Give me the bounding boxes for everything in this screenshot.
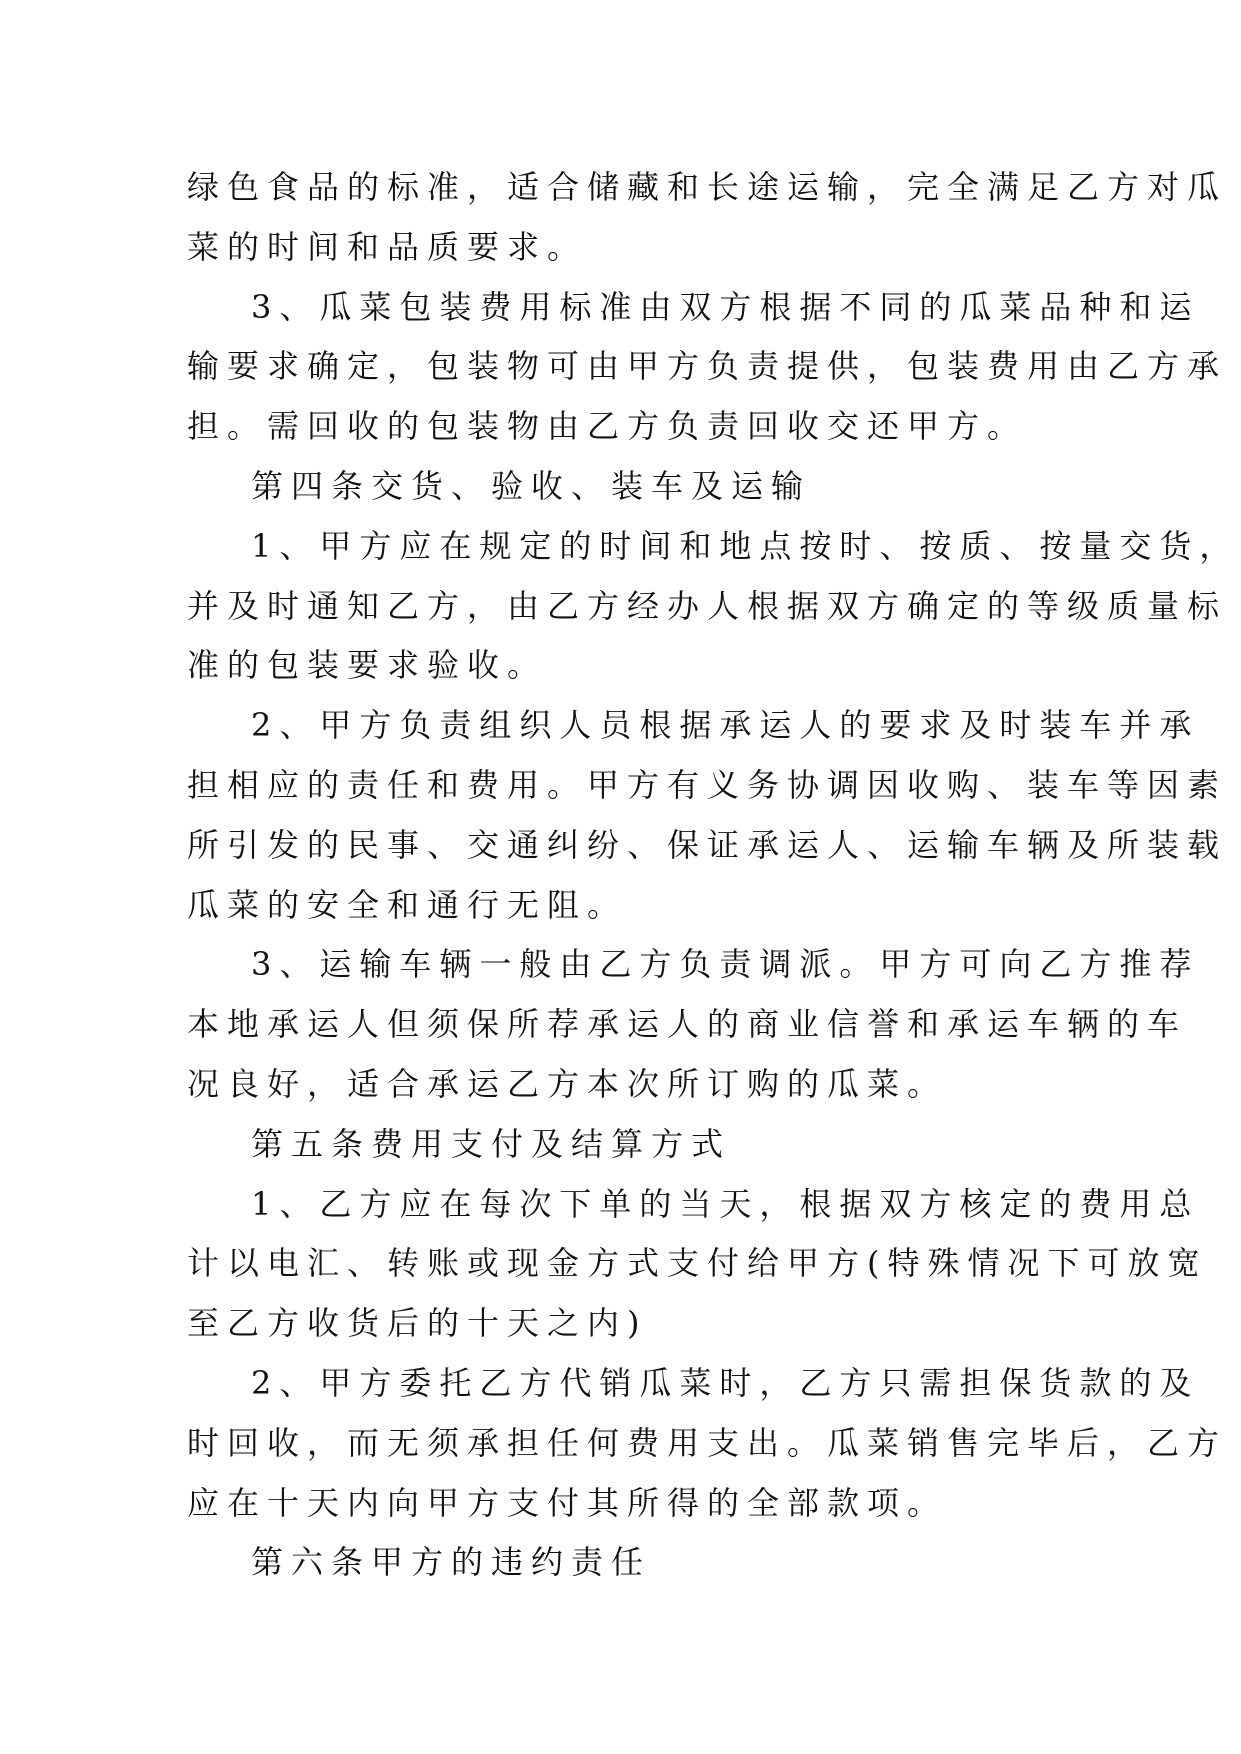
document-line: 3、瓜菜包装费用标准由双方根据不同的瓜菜品种和运 bbox=[251, 287, 1200, 326]
document-line: 准的包装要求验收。 bbox=[187, 646, 548, 685]
document-line: 菜的时间和品质要求。 bbox=[187, 227, 588, 266]
document-line: 本地承运人但须保所荐承运人的商业信誉和承运车辆的车 bbox=[187, 1005, 1188, 1044]
document-line: 2、甲方负责组织人员根据承运人的要求及时装车并承 bbox=[251, 706, 1200, 745]
document-line: 担相应的责任和费用。甲方有义务协调因收购、装车等因素 bbox=[187, 765, 1228, 804]
document-line: 输要求确定，包装物可由甲方负责提供，包装费用由乙方承 bbox=[187, 347, 1228, 386]
document-line: 所引发的民事、交通纠纷、保证承运人、运输车辆及所装载 bbox=[187, 825, 1228, 864]
document-line: 况良好，适合承运乙方本次所订购的瓜菜。 bbox=[187, 1064, 948, 1103]
document-body bbox=[187, 158, 1240, 1593]
document-line: 第六条甲方的违约责任 bbox=[251, 1543, 652, 1582]
document-line: 第四条交货、验收、装车及运输 bbox=[251, 466, 812, 505]
document-line: 绿色食品的标准，适合储藏和长途运输，完全满足乙方对瓜 bbox=[187, 168, 1228, 206]
document-line: 担。需回收的包装物由乙方负责回收交还甲方。 bbox=[187, 407, 1028, 446]
document-line: 1、乙方应在每次下单的当天，根据双方核定的费用总 bbox=[251, 1184, 1200, 1223]
document-line: 2、甲方委托乙方代销瓜菜时，乙方只需担保货款的及 bbox=[251, 1363, 1200, 1402]
document-line: 第五条费用支付及结算方式 bbox=[251, 1124, 732, 1163]
document-line: 瓜菜的安全和通行无阻。 bbox=[187, 885, 628, 924]
document-line: 时回收，而无须承担任何费用支出。瓜菜销售完毕后，乙方 bbox=[187, 1423, 1228, 1462]
document-line: 1、甲方应在规定的时间和地点按时、按质、按量交货， bbox=[251, 526, 1240, 565]
document-line: 3、运输车辆一般由乙方负责调派。甲方可向乙方推荐 bbox=[251, 945, 1200, 984]
document-line: 应在十天内向甲方支付其所得的全部款项。 bbox=[187, 1483, 948, 1522]
document-line: 至乙方收货后的十天之内) bbox=[187, 1304, 648, 1343]
document-line: 计以电汇、转账或现金方式支付给甲方(特殊情况下可放宽 bbox=[187, 1244, 1208, 1283]
document-line: 并及时通知乙方，由乙方经办人根据双方确定的等级质量标 bbox=[187, 586, 1228, 625]
